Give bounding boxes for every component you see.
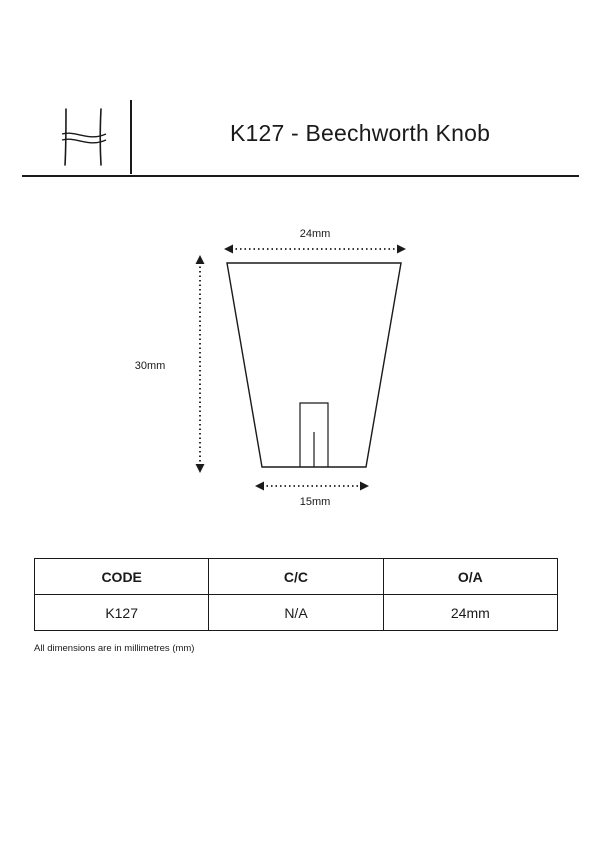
top-dimension-arrow bbox=[224, 245, 406, 254]
cell-cc: N/A bbox=[209, 595, 383, 631]
top-width-label: 24mm bbox=[299, 228, 331, 240]
table-row bbox=[35, 595, 558, 631]
page-title: K127 - Beechworth Knob bbox=[229, 120, 491, 146]
cell-oa: 24mm bbox=[383, 595, 557, 631]
column-header-code: CODE bbox=[35, 559, 209, 595]
column-header-cc: C/C bbox=[209, 559, 383, 595]
base-width-label: 15mm bbox=[299, 496, 331, 508]
spec-table bbox=[34, 558, 558, 631]
cell-code: K127 bbox=[35, 595, 209, 631]
column-header-oa: O/A bbox=[383, 559, 557, 595]
table-header-row bbox=[35, 559, 558, 595]
height-label: 30mm bbox=[134, 360, 166, 372]
dimensions-note: All dimensions are in millimetres (mm) bbox=[34, 643, 195, 654]
side-dimension-arrow bbox=[196, 255, 205, 473]
bottom-dimension-arrow bbox=[255, 482, 369, 491]
